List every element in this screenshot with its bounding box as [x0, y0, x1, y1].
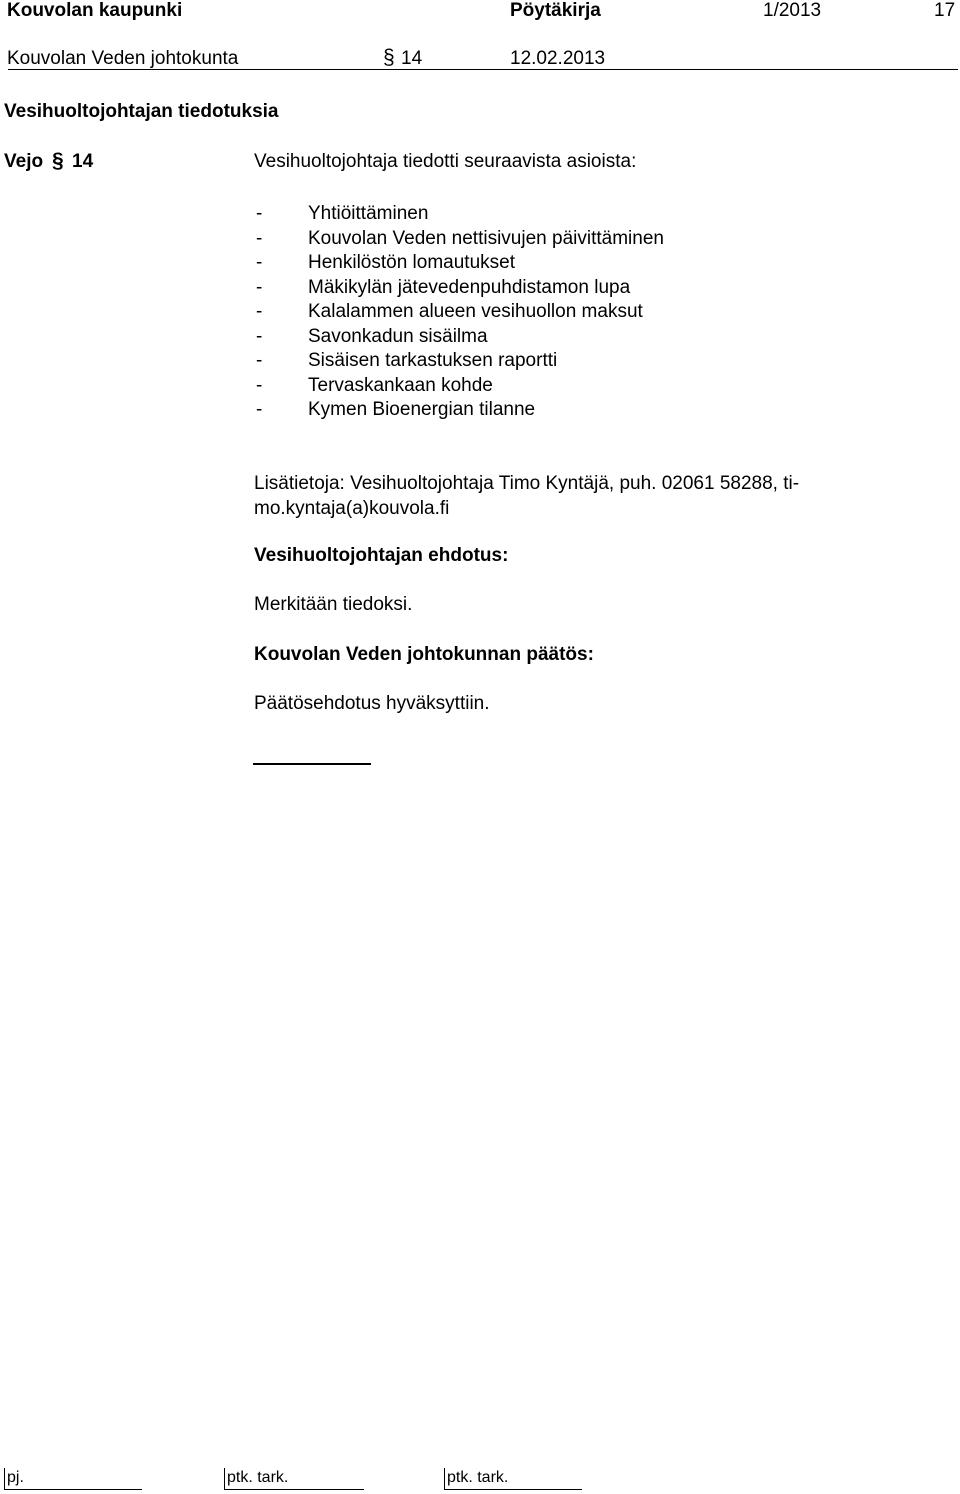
contact-line-2: mo.kyntaja(a)kouvola.fi [254, 498, 450, 519]
page-title: Vesihuoltojohtajan tiedotuksia [4, 101, 279, 122]
committee-name: Kouvolan Veden johtokunta [7, 48, 239, 69]
signature-checker-2: ptk. tark. [444, 1468, 582, 1490]
end-divider [253, 763, 371, 765]
decision-heading: Kouvolan Veden johtokunnan päätös: [254, 644, 594, 665]
list-bullet: - [256, 325, 263, 347]
list-item-text: Kouvolan Veden nettisivujen päivittäminen [308, 227, 664, 249]
contact-info [254, 471, 884, 521]
contact-line-1: Lisätietoja: Vesihuoltojohtaja Timo Kyntäjä, puh. 02061 58288, ti- [254, 473, 800, 494]
decision-text: Päätösehdotus hyväksyttiin. [254, 693, 490, 714]
signature-chair: pj. [4, 1468, 142, 1490]
signature-checker-1: ptk. tark. [224, 1468, 364, 1490]
list-item-text: Kalalammen alueen vesihuollon maksut [308, 301, 643, 322]
list-bullet: - [256, 350, 263, 371]
document-type: Pöytäkirja [510, 0, 601, 21]
list-bullet: - [256, 203, 263, 224]
list-item [256, 202, 664, 227]
list-item-text: Mäkikylän jätevedenpuhdistamon lupa [308, 276, 631, 298]
list-item [256, 398, 664, 423]
list-item-text: Sisäisen tarkastuksen raportti [308, 350, 558, 371]
document-number: 1/2013 [763, 0, 822, 21]
case-intro: Vesihuoltojohtaja tiedotti seuraavista asioista: [254, 151, 637, 172]
org-name: Kouvolan kaupunki [7, 0, 183, 21]
list-item [256, 374, 664, 399]
list-bullet: - [256, 399, 263, 420]
list-bullet: - [256, 374, 263, 396]
case-label: Vejo [4, 151, 44, 172]
list-bullet: - [256, 276, 263, 298]
proposal-text: Merkitään tiedoksi. [254, 594, 413, 615]
list-bullet: - [256, 227, 263, 249]
list-item [256, 349, 664, 374]
list-item [256, 325, 664, 350]
announcement-list [256, 202, 664, 423]
list-item-text: Yhtiöittäminen [308, 203, 429, 224]
list-bullet: - [256, 252, 263, 273]
list-item [256, 251, 664, 276]
list-bullet: - [256, 301, 263, 322]
case-number: 14 [72, 151, 94, 172]
list-item [256, 227, 664, 252]
list-item-text: Kymen Bioenergian tilanne [308, 399, 536, 420]
section-sign-icon: § [383, 46, 395, 69]
meeting-date: 12.02.2013 [510, 48, 606, 69]
list-item [256, 300, 664, 325]
case-section-sign-icon: § [52, 149, 64, 172]
header-section-number: 14 [401, 48, 423, 69]
list-item-text: Henkilöstön lomautukset [308, 252, 515, 273]
header-divider [8, 69, 958, 70]
page-number: 17 [934, 0, 956, 21]
list-item-text: Savonkadun sisäilma [308, 325, 488, 347]
list-item-text: Tervaskankaan kohde [308, 374, 493, 396]
proposal-heading: Vesihuoltojohtajan ehdotus: [254, 545, 509, 566]
list-item [256, 276, 664, 301]
